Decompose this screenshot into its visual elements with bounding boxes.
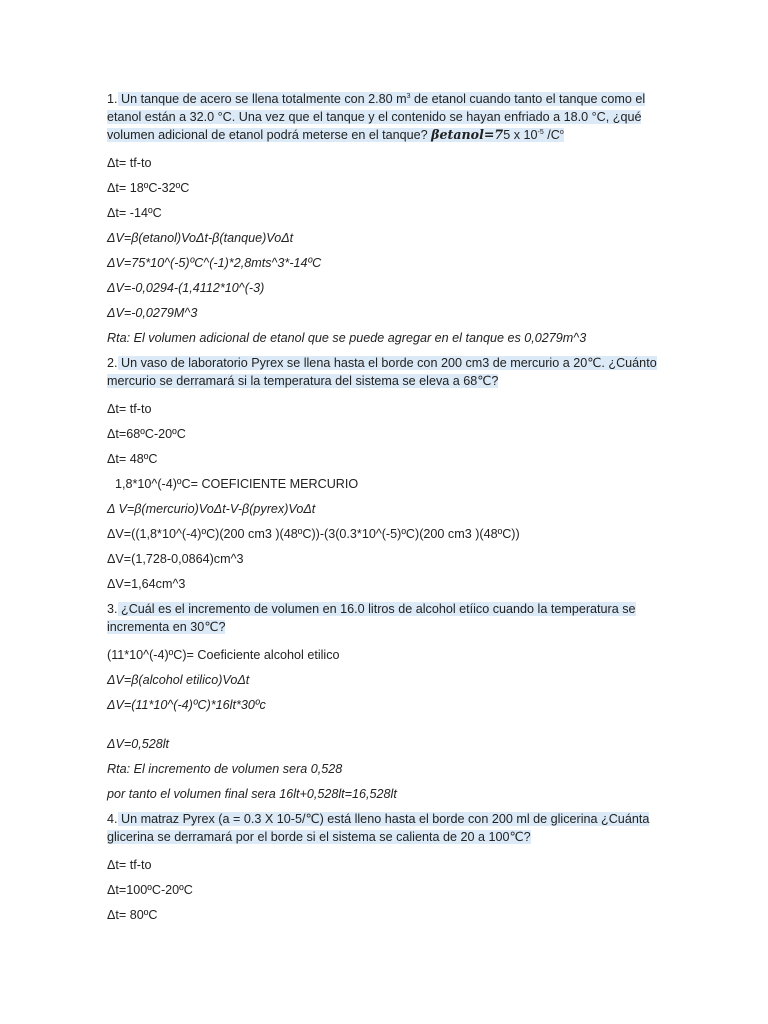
solution-line: Δt= tf-to [107,858,152,872]
solution-line: Δt= tf-to [107,402,152,416]
solution-line: Δ V=β(mercurio)VoΔt-V-β(pyrex)VoΔt [107,502,316,516]
solution-line: Δt= -14ºC [107,206,162,220]
solution-line: ΔV=-0,0279M^3 [107,306,198,320]
beta-ethanol-label: βetanol=7 [431,127,504,142]
question-1-number: 1. [107,92,118,106]
question-4-number: 4. [107,812,118,826]
solution-line: Δt=68ºC-20ºC [107,427,186,441]
question-1-text-c: 5 x 10 [503,128,538,142]
solution-line: ΔV=(1,728-0,0864)cm^3 [107,552,244,566]
solution-line: Δt=100ºC-20ºC [107,883,193,897]
question-3-number: 3. [107,602,118,616]
question-4 [107,810,667,846]
spacer [107,721,667,735]
solution-line: Rta: El incremento de volumen sera 0,528 [107,762,343,776]
solution-line: Δt= tf-to [107,156,152,170]
solution-line: por tanto el volumen final sera 16lt+0,528lt=16,528lt [107,787,397,801]
question-1-solution [107,154,667,347]
solution-line: Rta: El volumen adicional de etanol que se puede agregar en el tanque es 0,0279m^3 [107,331,587,345]
solution-line: 1,8*10^(-4)ºC= COEFICIENTE MERCURIO [115,477,359,491]
solution-line: ΔV=(11*10^(-4)ºC)*16lt*30ºc [107,698,266,712]
solution-line: ΔV=((1,8*10^(-4)ºC)(200 cm3 )(48ºC))-(3(0.3*10^(-5)ºC)(200 cm3 )(48ºC)) [107,527,520,541]
question-2-text: Un vaso de laboratorio Pyrex se llena hasta el borde con 200 cm3 de mercurio a 20℃. ¿Cuánto mercurio se derramará si la temperatura del sistema se eleva a 68℃? [107,356,657,388]
question-1-sup-c: -5 [537,128,544,136]
question-1-text-a: Un tanque de acero se llena totalmente con 2.80 m [117,92,407,106]
question-2-number: 2. [107,356,118,370]
question-2 [107,354,667,390]
question-4-solution [107,856,667,924]
question-1-sup-a: 3 [406,92,411,100]
question-1 [107,90,667,144]
question-1-text-d: /C [543,128,560,142]
question-3-solution [107,646,667,714]
solution-line: Δt= 48ºC [107,452,158,466]
question-4-text: Un matraz Pyrex (a = 0.3 X 10-5/℃) está lleno hasta el borde con 200 ml de glicerina ¿Cuánta glicerina se derramará por el borde si el sistema se calienta de 20 a 100℃? [107,812,650,844]
solution-line: ΔV=β(etanol)VoΔt-β(tanque)VoΔt [107,231,294,245]
question-3 [107,600,667,636]
question-1-text [107,92,645,142]
solution-line: (11*10^(-4)ºC)= Coeficiente alcohol etilico [107,648,340,662]
question-1-text-b: de etanol cuando tanto el tanque como el etanol están a 32.0 °C. Una vez que el tanque y el contenido se hayan enfriado a 18.0 °C, ¿qué volumen adicional de etanol podrá meterse en el tanque? [107,92,646,142]
question-1-sup-d: o [559,128,564,136]
solution-line: ΔV=-0,0294-(1,4112*10^(-3) [107,281,265,295]
solution-line: ΔV=1,64cm^3 [107,577,186,591]
solution-line: ΔV=β(alcohol etilico)VoΔt [107,673,250,687]
document-content [107,90,667,931]
question-3-answer [107,735,667,803]
question-2-solution [107,400,667,593]
solution-line: ΔV=0,528lt [107,737,170,751]
solution-line: Δt= 18ºC-32ºC [107,181,190,195]
question-3-text: ¿Cuál es el incremento de volumen en 16.0 litros de alcohol etíico cuando la temperatura se incrementa en 30℃? [107,602,636,634]
solution-line: ΔV=75*10^(-5)ºC^(-1)*2,8mts^3*-14ºC [107,256,322,270]
solution-line: Δt= 80ºC [107,908,158,922]
